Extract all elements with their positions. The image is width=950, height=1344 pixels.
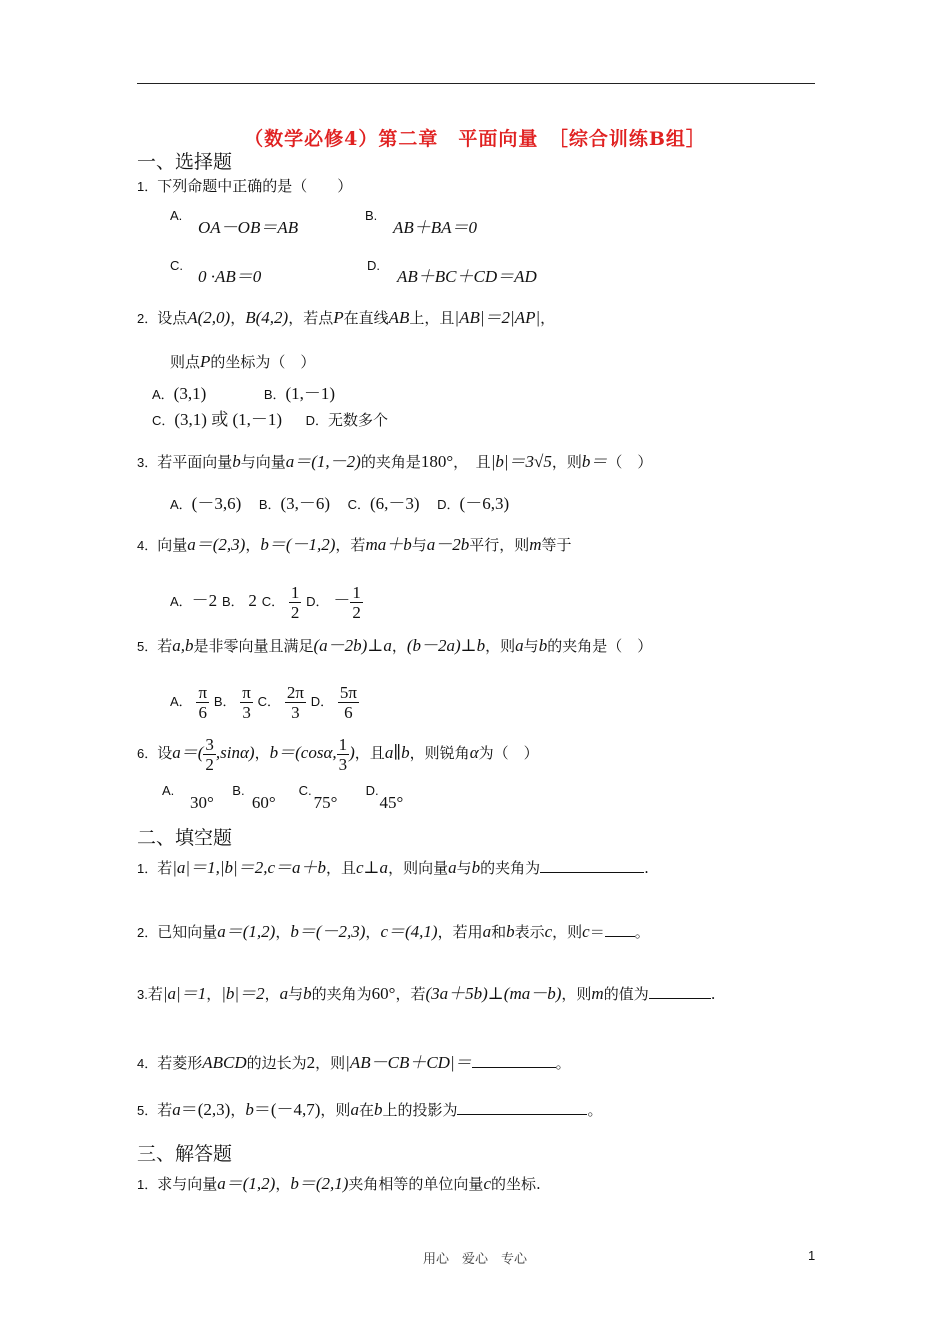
f4-stem: 4．若菱形ABCD的边长为2，则|AB－CB＋CD|＝ 。 xyxy=(137,1053,571,1072)
page-number: 1 xyxy=(808,1248,816,1263)
q2-stem: 2．设点A(2,0)，B(4,2)，若点P在直线AB上，且|AB|＝2|AP|， xyxy=(137,308,556,327)
q1-option-a: OA－OB＝AB xyxy=(198,218,299,237)
f5-answer-blank[interactable] xyxy=(457,1112,587,1115)
f5-stem: 5．若a＝(2,3)，b＝(－4,7)，则a在b上的投影为 。 xyxy=(137,1100,603,1119)
q1-option-d-label: D. xyxy=(367,258,380,273)
q6-stem: 6．设a＝( $\frac{3}{2}$ ,sinα)，b＝(cosα, $\frac{1}{3}$ )，且a∥b，则锐角α为（ ） xyxy=(137,734,539,774)
q1-option-d: AB＋BC＋CD＝AD xyxy=(397,267,537,286)
page-title: （数学必修4）第二章 平面向量 ［综合训练B组］ xyxy=(244,128,706,150)
q4-option-d-fraction: $\frac{1}{2}$ xyxy=(352,582,361,622)
q3-stem: 3．若平面向量b与向量a＝(1,－2)的夹角是180°， 且|b|＝3√5，则b＝（ ） xyxy=(137,452,653,471)
f3-stem: 3.若|a|＝1，|b|＝2，a与b的夹角为60°，若(3a＋5b)⊥(ma－b)，则m的值为 . xyxy=(137,984,716,1003)
q1-option-a-label: A. xyxy=(170,208,183,223)
q4-options: A．－2 B． 2 C． $\frac{1}{2}$ D． － $\frac{1}{2}$ xyxy=(170,582,361,622)
f3-answer-blank[interactable] xyxy=(649,996,711,999)
f4-answer-blank[interactable] xyxy=(472,1065,556,1068)
header-rule xyxy=(137,83,815,84)
q6-option-labels: A. B. C. D. xyxy=(162,783,379,798)
q1-option-c: 0 ·AB＝0 xyxy=(198,267,262,286)
f2-answer-blank[interactable] xyxy=(605,934,635,937)
q2-line2: 则点P的坐标为（ ） xyxy=(170,352,316,371)
q5-option-a-fraction: $\frac{\pi}{6}$ xyxy=(198,682,208,722)
q5-option-b-fraction: $\frac{\pi}{3}$ xyxy=(242,682,251,722)
section-heading-fill: 二、填空题 xyxy=(137,827,233,849)
q2-options-ab: A．(3,1) B．(1,－1) xyxy=(152,384,336,403)
q3-options: A．(－3,6) B．(3,－6) C．(6,－3) D．(－6,3) xyxy=(170,494,510,513)
q5-option-c-fraction: $\frac{2\pi}{3}$ xyxy=(286,682,304,722)
q1-stem: 1．下列命题中正确的是（ ） xyxy=(137,177,353,195)
q2-options-cd: C．(3,1) 或 (1,－1) D．无数多个 xyxy=(152,410,389,429)
q4-option-c-fraction: $\frac{1}{2}$ xyxy=(290,582,300,622)
q6-option-values: 30° 60° 75° 45° xyxy=(190,793,404,812)
section-heading-choice: 一、选择题 xyxy=(137,151,233,173)
q4-stem: 4．向量a＝(2,3)，b＝(－1,2)，若ma＋b与a－2b平行，则m等于 xyxy=(137,535,572,554)
s1-stem: 1．求与向量a＝(1,2)，b＝(2,1)夹角相等的单位向量c的坐标. xyxy=(137,1174,541,1193)
q1-option-c-label: C. xyxy=(170,258,183,273)
q5-option-d-fraction: $\frac{5\pi}{6}$ xyxy=(339,682,357,722)
q6-fraction-b: $\frac{1}{3}$ xyxy=(338,734,348,774)
q1-option-b-label: B. xyxy=(365,208,378,223)
q5-stem: 5．若a,b是非零向量且满足(a－2b)⊥a，(b－2a)⊥b，则a与b的夹角是（ ） xyxy=(137,636,653,655)
f2-stem: 2．已知向量a＝(1,2)，b＝(－2,3)，c＝(4,1)，若用a和b表示c，则c＝ 。 xyxy=(137,922,650,941)
page-footer: 用心 爱心 专心 xyxy=(422,1252,527,1267)
q1-option-b: AB＋BA＝0 xyxy=(393,218,478,237)
f1-stem: 1．若|a|＝1,|b|＝2,c＝a＋b，且c⊥a，则向量a与b的夹角为 . xyxy=(137,858,649,877)
q6-fraction-a: $\frac{3}{2}$ xyxy=(205,734,214,774)
f1-answer-blank[interactable] xyxy=(540,870,644,873)
q5-options: A． $\frac{\pi}{6}$ B． $\frac{\pi}{3}$ C． $\frac{2\pi}{3}$ D． $\frac{5\pi}{6}$ xyxy=(170,682,357,722)
section-heading-solve: 三、解答题 xyxy=(137,1143,233,1165)
